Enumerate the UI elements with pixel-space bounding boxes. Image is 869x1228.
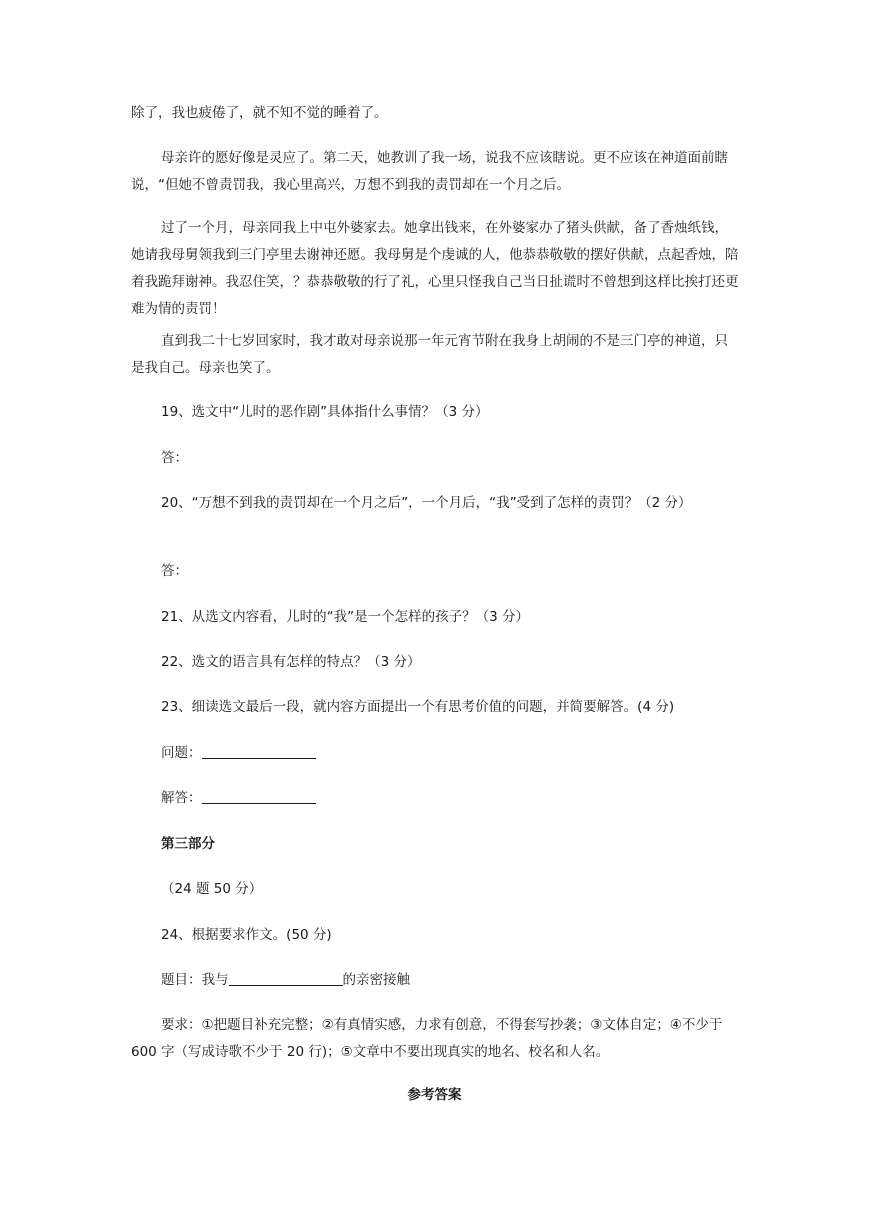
passage-paragraph-2: 过了一个月，母亲同我上中屯外婆家去。她拿出钱来，在外婆家办了猪头供献，备了香烛纸钱，她请我母舅领我到三门亭里去谢神还愿。我母舅是个虔诚的人，他恭恭敬敬的摆好供献，点起香烛，陪着我跪拜谢神。我忍住笑，？恭恭敬敬的行了礼，心里只怪我自己当日扯谎时不曾想到这样比挨打还更难为情的责罚！: [131, 220, 739, 317]
essay-requirements: 要求：①把题目补充完整；②有真情实感，力求有创意，不得套写抄袭；③文体自定；④不少于 600 字（写成诗歌不少于 20 行)；⑤文章中不要出现真实的地名、校名和人名。: [131, 1017, 723, 1060]
passage-paragraph-3: 直到我二十七岁回家时，我才敢对母亲说那一年元宵节附在我身上胡闹的不是三门亭的神道，只是我自己。母亲也笑了。: [131, 333, 728, 376]
q23-answer-line: [161, 788, 316, 808]
part3-title: 第三部分: [161, 836, 215, 852]
essay-topic-blank: [229, 971, 343, 986]
answer-label-19: 答：: [161, 450, 188, 466]
question-21: 21、从选文内容看，儿时的“我”是一个怎样的孩子？（3 分）: [161, 609, 530, 625]
answers-heading: 参考答案: [407, 1087, 462, 1103]
q23-question-line: [161, 743, 316, 763]
question-22: 22、选文的语言具有怎样的特点？（3 分）: [161, 654, 421, 670]
answer-label-20: 答：: [161, 563, 188, 579]
question-24: 24、根据要求作文。(50 分): [161, 927, 332, 943]
essay-topic-suffix: 的亲密接触: [342, 972, 410, 988]
passage-paragraph-1: 母亲许的愿好像是灵应了。第二天，她教训了我一场，说我不应该瞎说。更不应该在神道面前瞎说，“但她不曾责罚我，我心里高兴，万想不到我的责罚却在一个月之后。: [131, 150, 728, 193]
q23-question-blank: [202, 744, 316, 759]
question-20: 20、“万想不到我的责罚却在一个月之后”，一个月后，“我”受到了怎样的责罚？（2 分）: [161, 495, 692, 511]
essay-topic-prefix: 题目：我与: [161, 972, 229, 988]
part3-subtitle: （24 题 50 分）: [161, 881, 263, 897]
question-23: 23、细读选文最后一段，就内容方面提出一个有思考价值的问题，并简要解答。(4 分): [161, 699, 675, 715]
essay-topic-line: [161, 970, 410, 990]
q23-answer-label: 解答：: [161, 790, 202, 806]
question-19: 19、选文中“儿时的恶作剧”具体指什么事情？（3 分）: [161, 404, 489, 420]
q23-answer-blank: [202, 789, 316, 804]
q23-question-label: 问题：: [161, 745, 202, 761]
passage-paragraph-0: 除了，我也疲倦了，就不知不觉的睡着了。: [131, 105, 388, 121]
